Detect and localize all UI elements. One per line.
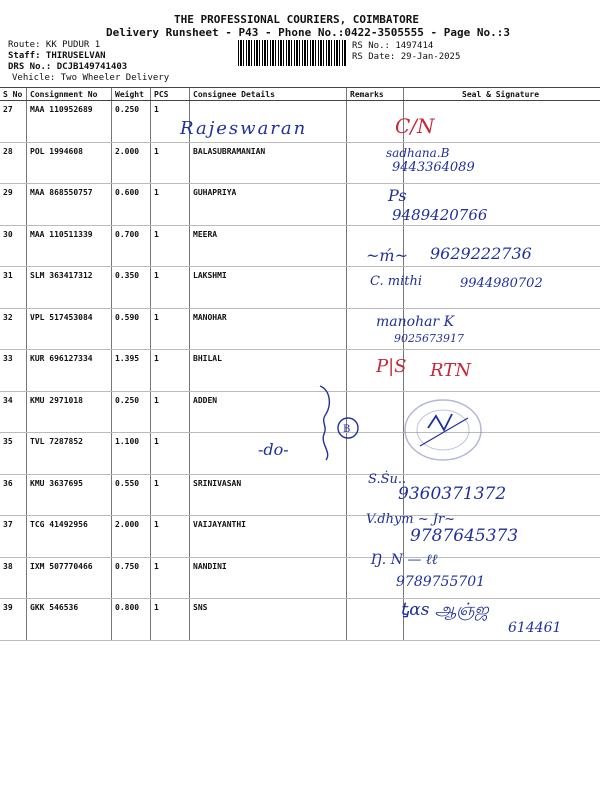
handwritten-name-row28: sadhana.B [386, 146, 450, 160]
col-consignee: Consignee Details [190, 88, 347, 101]
cell-weight: 0.250 [112, 391, 151, 433]
cell-consignee: BALASUBRAMANIAN [190, 142, 347, 184]
handwritten-name-row31: C. mithi [370, 274, 422, 289]
handwritten-name-row27: Rajeswaran [180, 118, 308, 139]
cell-weight: 2.000 [112, 142, 151, 184]
cell-consignee: VAIJAYANTHI [190, 516, 347, 558]
route-label: Route: KK PUDUR 1 [8, 40, 101, 50]
signature-row39: Ꮏαs ஆஞ்ஜ [400, 600, 489, 620]
cell-consignment: KUR 696127334 [27, 350, 112, 392]
cell-weight: 0.600 [112, 184, 151, 226]
cell-weight: 0.250 [112, 101, 151, 143]
table-row [0, 184, 600, 226]
rs-number: RS No.: 1497414 [352, 41, 434, 51]
cell-pcs: 1 [151, 184, 190, 226]
cell-consignment: SLM 363417312 [27, 267, 112, 309]
cell-sno: 28 [0, 142, 27, 184]
cell-sno: 30 [0, 225, 27, 267]
cell-weight: 0.750 [112, 557, 151, 599]
signature-row38: Ŋ. N — ℓℓ [370, 552, 438, 568]
cell-consignment: MAA 110511339 [27, 225, 112, 267]
cell-sno: 35 [0, 433, 27, 475]
cell-consignment: VPL 517453084 [27, 308, 112, 350]
cell-pcs: 1 [151, 599, 190, 641]
handwritten-phone-row30: 9629222736 [430, 244, 532, 263]
cell-consignment: MAA 110952689 [27, 101, 112, 143]
handwritten-name-row32: manohar K [376, 314, 455, 330]
cell-consignee: BHILAL [190, 350, 347, 392]
handwritten-number-row39: 614461 [508, 620, 562, 636]
cell-pcs: 1 [151, 350, 190, 392]
cell-consignment: KMU 3637695 [27, 474, 112, 516]
handwritten-phone-row31: 9944980702 [460, 276, 543, 291]
cell-weight: 0.350 [112, 267, 151, 309]
handwritten-phone-row28: 9443364089 [392, 160, 475, 175]
cell-pcs: 1 [151, 391, 190, 433]
signature-row36: S.Ṡu.. [368, 472, 407, 487]
drs-number: DRS No.: DCJB149741403 [8, 62, 128, 72]
handwritten-phone-row37: 9787645373 [410, 526, 519, 546]
cell-consignee: LAKSHMI [190, 267, 347, 309]
cell-sno: 33 [0, 350, 27, 392]
cell-pcs: 1 [151, 142, 190, 184]
handwritten-phone-row29: 9489420766 [392, 206, 488, 224]
cell-weight: 1.395 [112, 350, 151, 392]
handwritten-cn-mark: C/N [395, 114, 435, 138]
cell-consignee: MANOHAR [190, 308, 347, 350]
barcode [238, 40, 346, 66]
col-seal: Seal & Signature [404, 88, 600, 101]
handwritten-initial-row29: Ps [388, 186, 407, 205]
stamp-seal [398, 388, 498, 468]
table-row [0, 308, 600, 350]
cell-weight: 2.000 [112, 516, 151, 558]
cell-sno: 34 [0, 391, 27, 433]
rs-date: RS Date: 29-Jan-2025 [352, 52, 461, 62]
cell-consignment: POL 1994608 [27, 142, 112, 184]
cell-consignee: SNS [190, 599, 347, 641]
runsheet-subtitle: Delivery Runsheet - P43 - Phone No.:0422-3505555 - Page No.:3 [106, 26, 510, 39]
cell-pcs: 1 [151, 516, 190, 558]
cell-sno: 27 [0, 101, 27, 143]
cell-pcs: 1 [151, 101, 190, 143]
cell-consignee: ADDEN [190, 391, 347, 433]
cell-sno: 39 [0, 599, 27, 641]
cell-weight: 0.550 [112, 474, 151, 516]
table-row [0, 474, 600, 516]
cell-sno: 36 [0, 474, 27, 516]
cell-consignment: GKK 546536 [27, 599, 112, 641]
cell-sno: 32 [0, 308, 27, 350]
cell-sno: 37 [0, 516, 27, 558]
cell-weight: 0.590 [112, 308, 151, 350]
handwritten-phone-row32: 9025673917 [394, 332, 464, 345]
cell-weight: 0.800 [112, 599, 151, 641]
cell-sno: 38 [0, 557, 27, 599]
col-remarks: Remarks [347, 88, 404, 101]
staff-label: Staff: THIRUSELVAN [8, 51, 106, 61]
cell-consignment: TVL 7287852 [27, 433, 112, 475]
table-row [0, 142, 600, 184]
handwritten-phone-row38: 9789755701 [396, 574, 486, 590]
runsheet-table [0, 87, 600, 641]
company-name: THE PROFESSIONAL COURIERS, COIMBATORE [174, 13, 420, 26]
cell-weight: 0.700 [112, 225, 151, 267]
cell-consignee: GUHAPRIYA [190, 184, 347, 226]
cell-consignee: NANDINI [190, 557, 347, 599]
cell-consignee: MEERA [190, 225, 347, 267]
col-pcs: PCS [151, 88, 190, 101]
handwritten-ps-mark: P|S [376, 356, 407, 377]
cell-consignee: SRINIVASAN [190, 474, 347, 516]
cell-pcs: 1 [151, 267, 190, 309]
signature-row37: V.dhym ~ Jr~ [366, 512, 456, 527]
col-weight: Weight [112, 88, 151, 101]
cell-pcs: 1 [151, 433, 190, 475]
cell-weight: 1.100 [112, 433, 151, 475]
signature-scribble-row30: ~ḿ~ [366, 246, 408, 265]
cell-pcs: 1 [151, 557, 190, 599]
cell-pcs: 1 [151, 308, 190, 350]
cell-consignment: MAA 868550757 [27, 184, 112, 226]
cell-pcs: 1 [151, 225, 190, 267]
table-header-row [0, 88, 600, 101]
handwritten-ditto-row35: -do- [258, 440, 289, 459]
cell-consignment: TCG 41492956 [27, 516, 112, 558]
cell-sno: 31 [0, 267, 27, 309]
table-row [0, 557, 600, 599]
cell-pcs: 1 [151, 474, 190, 516]
handwritten-phone-row36: 9360371372 [398, 484, 507, 504]
cell-sno: 29 [0, 184, 27, 226]
svg-text:B: B [343, 424, 351, 435]
cell-consignment: KMU 2971018 [27, 391, 112, 433]
handwritten-rtn-mark: RTN [430, 360, 471, 381]
vehicle-label: Vehicle: Two Wheeler Delivery [12, 73, 170, 83]
cell-consignment: IXM 507770466 [27, 557, 112, 599]
col-consignment: Consignment No [27, 88, 112, 101]
col-sno: S No [0, 88, 27, 101]
